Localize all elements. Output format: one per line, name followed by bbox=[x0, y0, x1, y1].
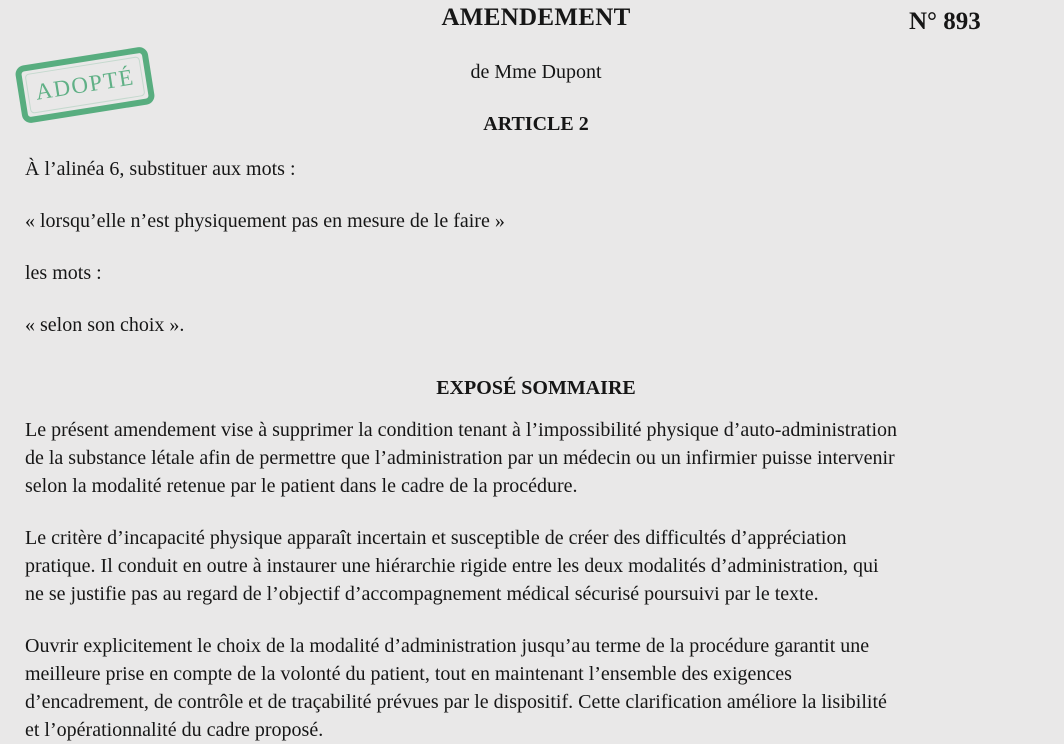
article-heading: ARTICLE 2 bbox=[483, 113, 589, 135]
paragraph-line: d’encadrement, de contrôle et de traçabilité prévues par le dispositif. Cette clarification améliore la lisibilité bbox=[25, 691, 887, 713]
amendment-line-instruction: À l’alinéa 6, substituer aux mots : bbox=[25, 158, 296, 180]
amendment-line-old-words: « lorsqu’elle n’est physiquement pas en mesure de le faire » bbox=[25, 210, 505, 232]
summary-paragraph bbox=[25, 416, 1055, 500]
paragraph-line: Le critère d’incapacité physique apparaît incertain et susceptible de créer des difficultés d’appréciation bbox=[25, 527, 847, 549]
stamp-text: ADOPTÉ bbox=[33, 64, 137, 105]
paragraph-line: ne se justifie pas au regard de l’objectif d’accompagnement médical sécurisé poursuivi par le texte. bbox=[25, 583, 819, 605]
summary-heading: EXPOSÉ SOMMAIRE bbox=[436, 377, 636, 399]
paragraph-line: Ouvrir explicitement le choix de la modalité d’administration jusqu’au terme de la procédure garantit une bbox=[25, 635, 870, 657]
amendment-line-new-words: « selon son choix ». bbox=[25, 314, 185, 336]
paragraph-line: pratique. Il conduit en outre à instaurer une hiérarchie rigide entre les deux modalités d’administration, qui bbox=[25, 555, 879, 577]
paragraph-line: meilleure prise en compte de la volonté du patient, tout en maintenant l’ensemble des exigences bbox=[25, 663, 792, 685]
paragraph-line: selon la modalité retenue par le patient dans le cadre de la procédure. bbox=[25, 475, 578, 497]
paragraph-line: Le présent amendement vise à supprimer la condition tenant à l’impossibilité physique d’auto-administration bbox=[25, 419, 898, 441]
paragraph-line: de la substance létale afin de permettre que l’administration par un médecin ou un infirmier puisse intervenir bbox=[25, 447, 895, 469]
amendment-number: N° 893 bbox=[909, 8, 981, 35]
paragraph-line: et l’opérationnalité du cadre proposé. bbox=[25, 719, 324, 741]
amendment-line-new-label: les mots : bbox=[25, 262, 102, 284]
summary-paragraph bbox=[25, 524, 1055, 608]
amendment-author: de Mme Dupont bbox=[470, 61, 602, 83]
document-title: AMENDEMENT bbox=[441, 4, 631, 31]
summary-paragraph bbox=[25, 632, 1055, 744]
